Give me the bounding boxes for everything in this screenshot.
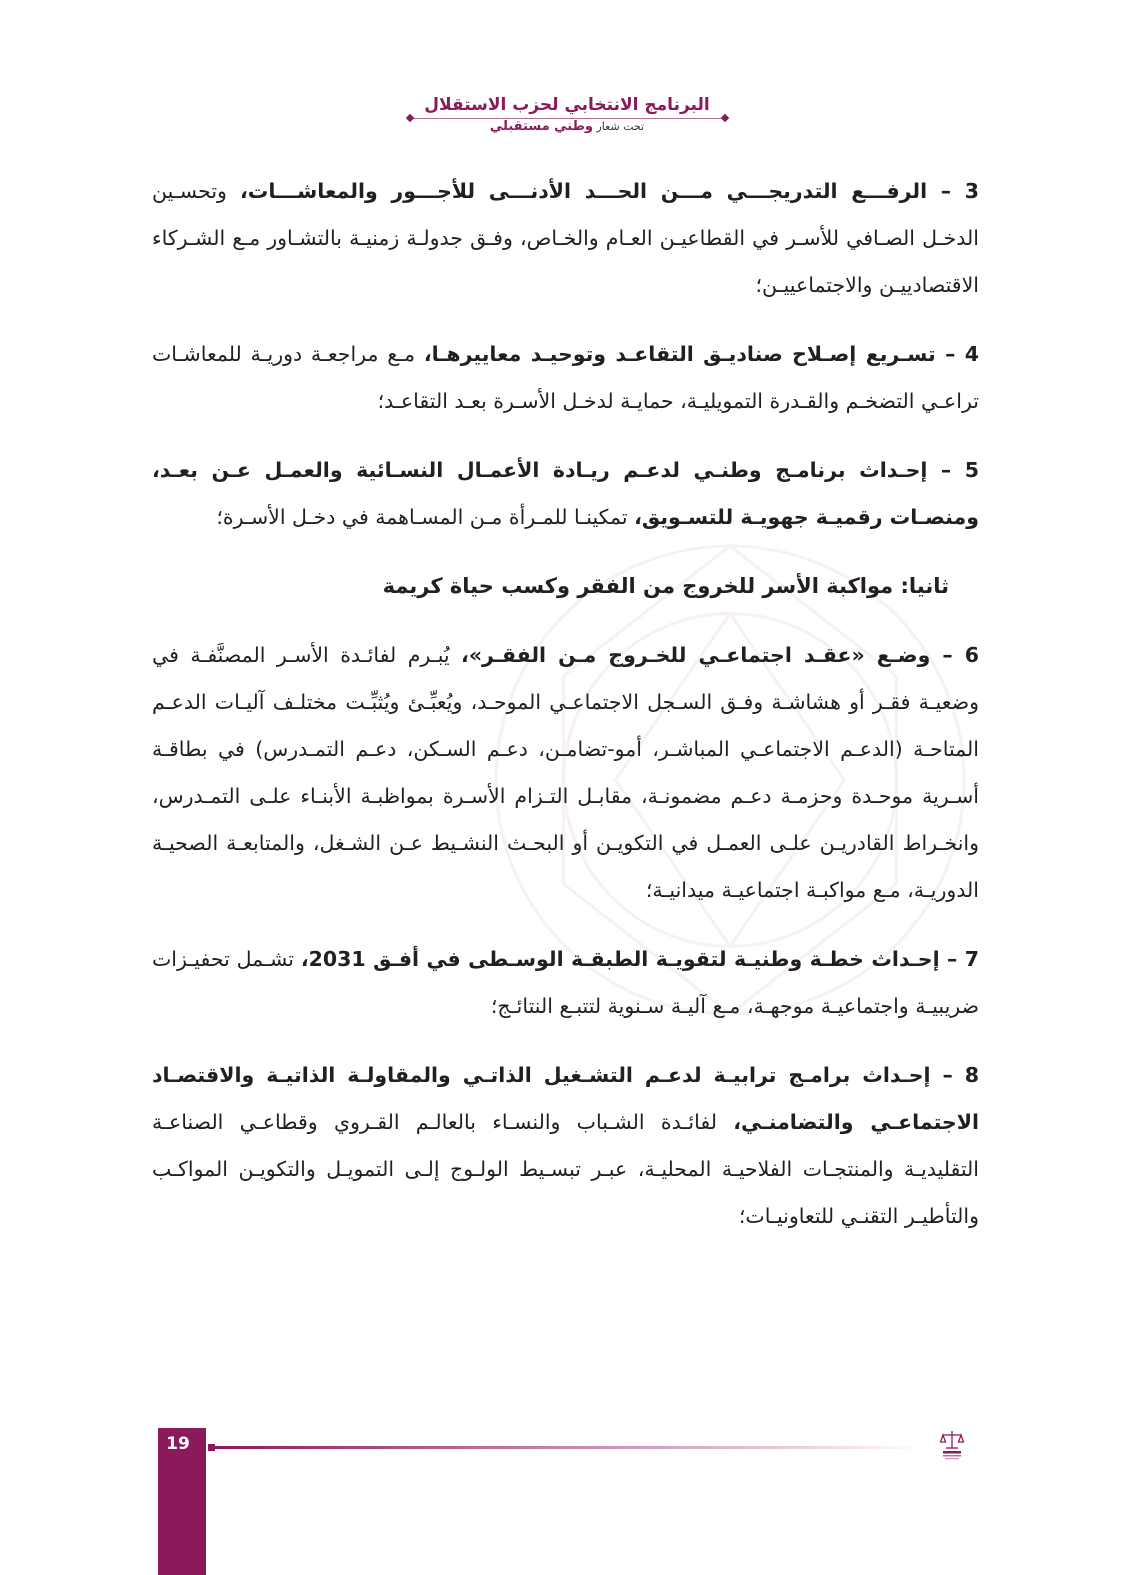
paragraph-item-6	[152, 632, 979, 914]
paragraph-bold: 3 – الرفـــع التدريجـــي مـــن الحـــد الأدنـــى للأجـــور والمعاشـــات،	[239, 179, 979, 203]
page-content	[152, 168, 979, 1262]
paragraph-bold: 5 – إحـداث برنامـج وطنـي لدعـم ريـادة الأعمـال النسـائية والعمـل عـن بعـد، ومنصـات رقميـة جهويـة للتسـويق،	[152, 458, 979, 529]
paragraph-bold: 4 – تسـريع إصـلاح صناديـق التقاعـد وتوحيـد معاييرهـا،	[423, 342, 980, 366]
paragraph-bold: 6 – وضـع «عقـد اجتماعـي للخـروج مـن الفقـر»،	[461, 643, 979, 667]
header-subtitle	[0, 118, 1134, 136]
paragraph-text: تشـمل تحفيـزات ضريبيـة واجتماعيـة موجهـة، مـع آليـة سـنوية لتتبـع النتائـج؛	[152, 947, 979, 1018]
paragraph-item-8	[152, 1052, 979, 1240]
paragraph-text: لفائـدة الشـباب والنسـاء بالعالـم القـروي وقطاعـي الصناعـة التقليديـة والمنتجـات الفلاحيـة المحليـة، عبـر تبسـيط الولـوج إلـى التمويـل والتكويـن المواكـب والتأطيـر التقنـي للتعاونيـات؛	[152, 1110, 979, 1228]
page-header	[0, 92, 1134, 136]
header-divider-right	[548, 118, 723, 119]
header-subtitle-prefix: تحت شعار	[596, 120, 645, 133]
paragraph-item-7	[152, 936, 979, 1030]
scales-logo-icon	[940, 1428, 964, 1464]
paragraph-item-3	[152, 168, 979, 309]
header-subtitle-brand: وطني مستقبلي	[489, 119, 593, 134]
paragraph-text: وتحسـين الدخـل الصـافي للأسـر في القطاعيـن العـام والخـاص، وفـق جدولـة زمنيـة بالتشـاور مـع الشـركاء الاقتصادييـن والاجتماعييـن؛	[152, 179, 979, 297]
section-heading: ثانيا: مواكبة الأسر للخروج من الفقر وكسب حياة كريمة	[382, 574, 949, 598]
paragraph-item-5	[152, 447, 979, 541]
paragraph-text: يُبـرم لفائـدة الأسـر المصنَّفـة في وضعيـة فقـر أو هشاشـة وفـق السـجل الاجتماعـي الموحـد، ويُعبِّـئ ويُثبِّـت مختلـف آليـات الدعـم المتاحـة (الدعـم الاجتماعـي المباشـر، أمو-تضامـن، دعـم السـكن، دعـم التمـدرس) في بطاقـة أسـرية موحـدة وحزمـة دعـم مضمونـة، مقابـل التـزام الأسـرة بمواظبـة الأبنـاء علـى التمـدرس، وانخـراط القادريـن علـى العمـل في التكويـن أو البحـث النشـيط عـن الشـغل، والمتابعـة الصحيـة الدوريـة، مـع مواكبـة اجتماعيـة ميدانيـة؛	[152, 643, 979, 902]
paragraph-bold: 8 – إحـداث برامـج ترابيـة لدعـم التشـغيل الذاتـي والمقاولـة الذاتيـة والاقتصـاد الاجتماعـي والتضامنـي،	[152, 1063, 979, 1134]
paragraph-text: تمكينـا للمـرأة مـن المسـاهمة في دخـل الأسـرة؛	[216, 505, 635, 529]
paragraph-item-4	[152, 331, 979, 425]
header-title: البرنامج الانتخابي لحزب الاستقلال	[424, 95, 710, 115]
paragraph-text: مـع مراجعـة دوريـة للمعاشـات تراعـي التضخـم والقـدرة التمويليـة، حمايـة لدخـل الأسـرة بعـد التقاعـد؛	[152, 342, 979, 413]
page-number: 19	[166, 1434, 190, 1454]
paragraph-bold: 7 – إحـداث خطـة وطنيـة لتقويـة الطبقـة الوسـطى في أفـق 2031،	[300, 947, 980, 971]
footer-divider	[212, 1446, 924, 1449]
